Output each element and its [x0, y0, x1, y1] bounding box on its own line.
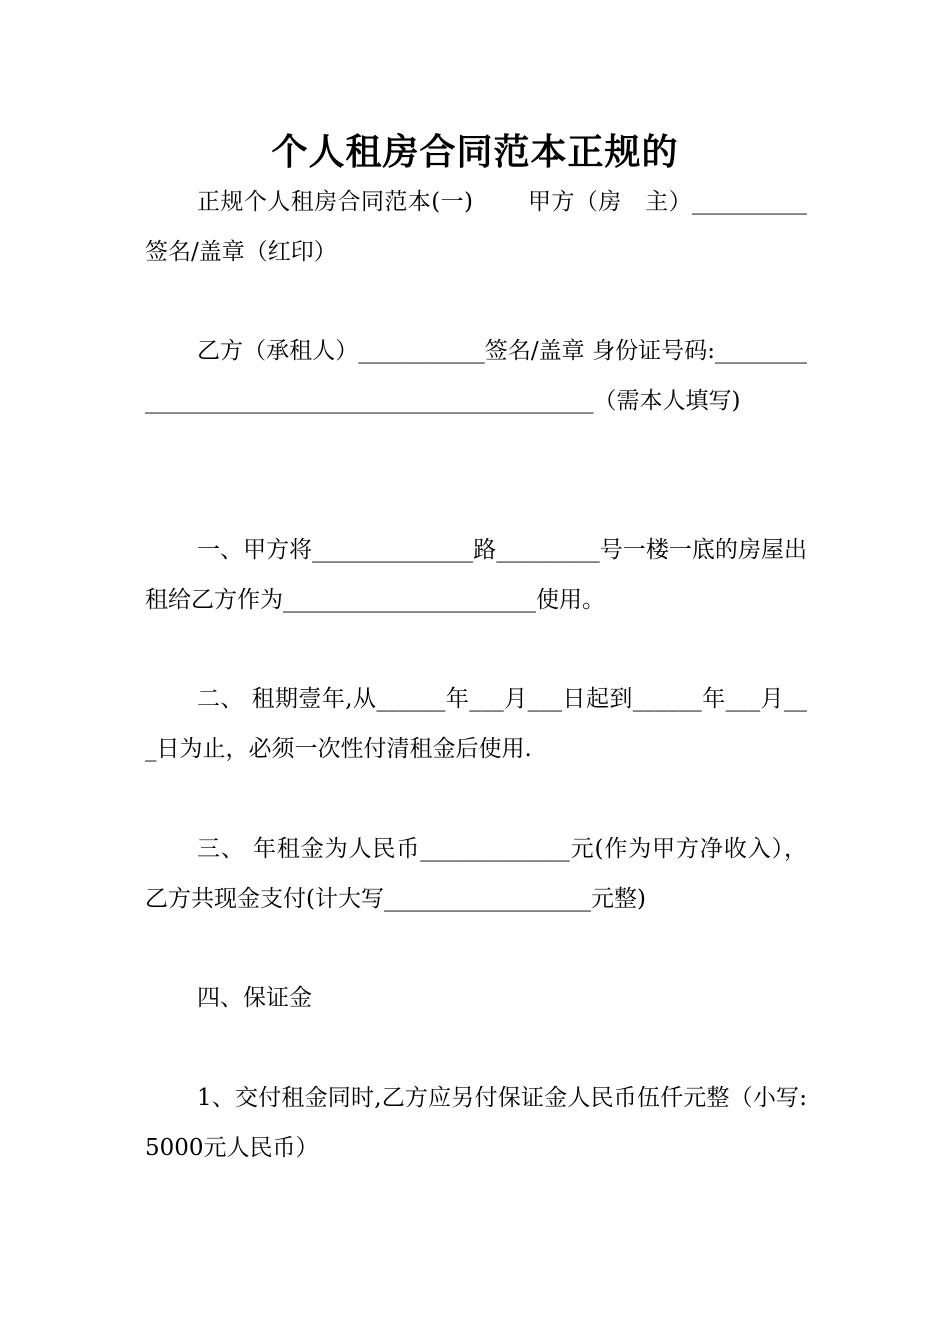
paragraph-clause-1: 一、甲方将______________路_________号一楼一底的房屋出租给乙方作为______________________使用。: [145, 537, 807, 613]
paragraph-deposit-1: 1、交付租金同时,乙方应另付保证金人民币伍仟元整（小写:5000元人民币）: [145, 1085, 807, 1161]
paragraph-clause-3: 三、 年租金为人民币_____________元(作为甲方净收入），乙方共现金支付(计大写__________________元整): [145, 836, 807, 912]
document-title: 个人租房合同范本正规的: [271, 131, 679, 173]
paragraph-intro-landlord: 正规个人租房合同范本(一) 甲方（房 主）__________签名/盖章（红印）: [145, 189, 807, 265]
paragraph-clause-2: 二、 租期壹年,从______年___月___日起到______年___月___日为止，必须一次性付清租金后使用.: [145, 686, 807, 762]
paragraph-clause-4-heading: 四、保证金: [197, 985, 312, 1011]
paragraph-tenant: 乙方（承租人）___________签名/盖章 身份证号码:_______________________________________________（需本人填写): [145, 338, 807, 414]
